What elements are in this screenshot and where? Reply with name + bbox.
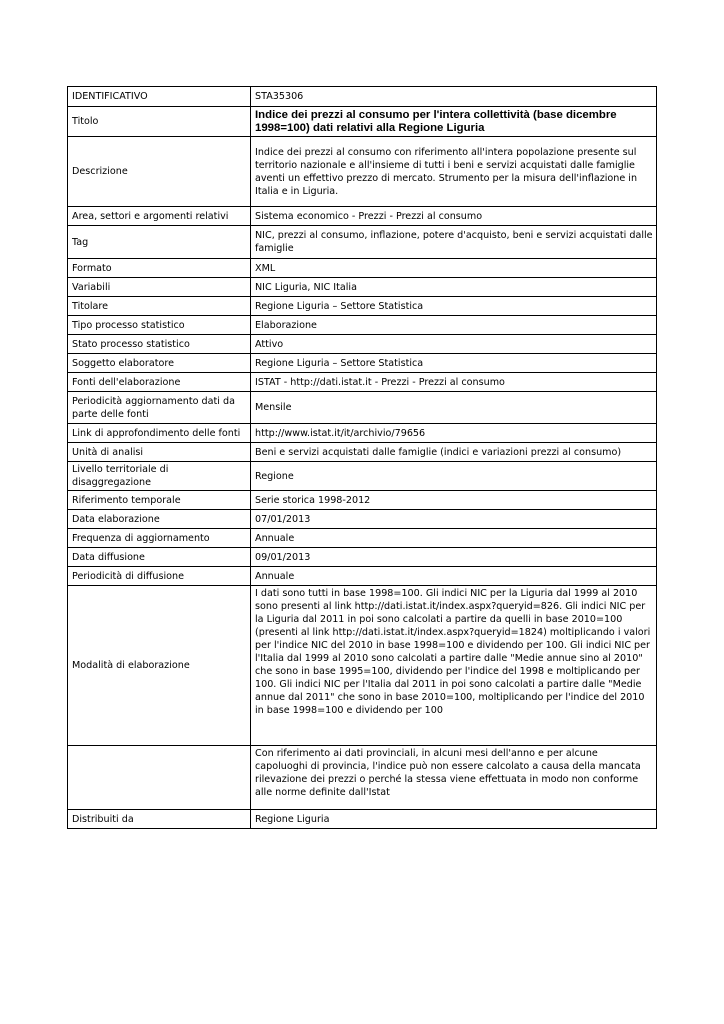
row-variabili: [68, 278, 657, 297]
value-variabili: NIC Liguria, NIC Italia: [251, 278, 657, 297]
label-fonti: Fonti dell'elaborazione: [68, 373, 251, 392]
label-identificativo: IDENTIFICATIVO: [68, 87, 251, 107]
value-frequenza-aggiornamento: Annuale: [251, 529, 657, 548]
value-periodicita-fonti: Mensile: [251, 392, 657, 424]
value-tag: NIC, prezzi al consumo, inflazione, potere d'acquisto, beni e servizi acquistati dalle famiglie: [251, 226, 657, 259]
value-soggetto-elaboratore: Regione Liguria – Settore Statistica: [251, 354, 657, 373]
label-descrizione: Descrizione: [68, 137, 251, 207]
value-periodicita-diffusione: Annuale: [251, 567, 657, 586]
label-titolo: Titolo: [68, 107, 251, 137]
label-tag: Tag: [68, 226, 251, 259]
value-tipo-processo: Elaborazione: [251, 316, 657, 335]
row-tag: [68, 226, 657, 259]
row-note-provinciali: [68, 746, 657, 810]
row-identificativo: [68, 87, 657, 107]
row-frequenza-aggiornamento: [68, 529, 657, 548]
label-livello-territoriale: Livello territoriale di disaggregazione: [68, 462, 251, 491]
value-formato: XML: [251, 259, 657, 278]
label-area: Area, settori e argomenti relativi: [68, 207, 251, 226]
row-livello-territoriale: [68, 462, 657, 491]
label-link-fonti: Link di approfondimento delle fonti: [68, 424, 251, 443]
row-periodicita-diffusione: [68, 567, 657, 586]
row-link-fonti: [68, 424, 657, 443]
value-modalita-elaborazione: I dati sono tutti in base 1998=100. Gli indici NIC per la Liguria dal 1999 al 2010 sono presenti al link http://dati.istat.it/index.aspx?queryid=826. Gli indici NIC per la Liguria dal 2011 in poi sono calcolati a partire da quelli in base 2010=100 (presenti al link http://dati.istat.it/index.aspx?queryid=1824) moltiplicando i valori per l'indice NIC del 2010 in base 1998=100 e dividendo per 100. Gli indici NIC per l'Italia dal 1999 al 2010 sono calcolati a partire dalle "Medie annue sino al 2010" che sono in base 1995=100, dividendo per l'indice del 1998 e moltiplicando per 100. Gli indici NIC per l'Italia dal 2011 in poi sono calcolati a partire dalle "Medie annue dal 2011" che sono in base 2010=100, moltiplicando per l'indice del 2010 in base 1998=100 e dividendo per 100: [251, 586, 657, 746]
label-data-diffusione: Data diffusione: [68, 548, 251, 567]
row-modalita-elaborazione: [68, 586, 657, 746]
row-unita-analisi: [68, 443, 657, 462]
label-frequenza-aggiornamento: Frequenza di aggiornamento: [68, 529, 251, 548]
value-titolo: [251, 107, 657, 137]
value-titolare: Regione Liguria – Settore Statistica: [251, 297, 657, 316]
value-link-fonti: http://www.istat.it/it/archivio/79656: [251, 424, 657, 443]
row-fonti: [68, 373, 657, 392]
label-periodicita-fonti: Periodicità aggiornamento dati da parte delle fonti: [68, 392, 251, 424]
label-riferimento-temporale: Riferimento temporale: [68, 491, 251, 510]
label-periodicita-diffusione: Periodicità di diffusione: [68, 567, 251, 586]
label-note-provinciali: [68, 746, 251, 810]
row-titolo: [68, 107, 657, 137]
label-data-elaborazione: Data elaborazione: [68, 510, 251, 529]
value-unita-analisi: Beni e servizi acquistati dalle famiglie (indici e variazioni prezzi al consumo): [251, 443, 657, 462]
label-unita-analisi: Unità di analisi: [68, 443, 251, 462]
label-variabili: Variabili: [68, 278, 251, 297]
label-soggetto-elaboratore: Soggetto elaboratore: [68, 354, 251, 373]
value-identificativo: STA35306: [251, 87, 657, 107]
label-tipo-processo: Tipo processo statistico: [68, 316, 251, 335]
value-stato-processo: Attivo: [251, 335, 657, 354]
metadata-table: [67, 86, 657, 829]
value-riferimento-temporale: Serie storica 1998-2012: [251, 491, 657, 510]
row-data-elaborazione: [68, 510, 657, 529]
label-formato: Formato: [68, 259, 251, 278]
row-stato-processo: [68, 335, 657, 354]
label-stato-processo: Stato processo statistico: [68, 335, 251, 354]
row-distribuiti-da: [68, 810, 657, 829]
value-descrizione: Indice dei prezzi al consumo con riferimento all'intera popolazione presente sul territorio nazionale e all'insieme di tutti i beni e servizi acquistati dalle famiglie aventi un effettivo prezzo di mercato. Strumento per la misura dell'inflazione in Italia e in Liguria.: [251, 137, 657, 207]
value-fonti: ISTAT - http://dati.istat.it - Prezzi - Prezzi al consumo: [251, 373, 657, 392]
metadata-sheet: [67, 86, 656, 829]
label-titolare: Titolare: [68, 297, 251, 316]
value-data-elaborazione: 07/01/2013: [251, 510, 657, 529]
row-titolare: [68, 297, 657, 316]
row-descrizione: [68, 137, 657, 207]
label-distribuiti-da: Distribuiti da: [68, 810, 251, 829]
value-livello-territoriale: Regione: [251, 462, 657, 491]
value-data-diffusione: 09/01/2013: [251, 548, 657, 567]
value-note-provinciali: Con riferimento ai dati provinciali, in alcuni mesi dell'anno e per alcune capoluoghi di provincia, l'indice può non essere calcolato a causa della mancata rilevazione dei prezzi o perché la stessa viene effettuata in modo non conforme alle norme definite dall'Istat: [251, 746, 657, 810]
value-area: Sistema economico - Prezzi - Prezzi al consumo: [251, 207, 657, 226]
value-distribuiti-da: Regione Liguria: [251, 810, 657, 829]
row-periodicita-fonti: [68, 392, 657, 424]
row-data-diffusione: [68, 548, 657, 567]
row-riferimento-temporale: [68, 491, 657, 510]
label-modalita-elaborazione: Modalità di elaborazione: [68, 586, 251, 746]
row-tipo-processo: [68, 316, 657, 335]
row-soggetto-elaboratore: [68, 354, 657, 373]
row-formato: [68, 259, 657, 278]
dataset-title: Indice dei prezzi al consumo per l'intera collettività (base dicembre 1998=100) dati relativi alla Regione Liguria: [255, 108, 617, 134]
row-area: [68, 207, 657, 226]
